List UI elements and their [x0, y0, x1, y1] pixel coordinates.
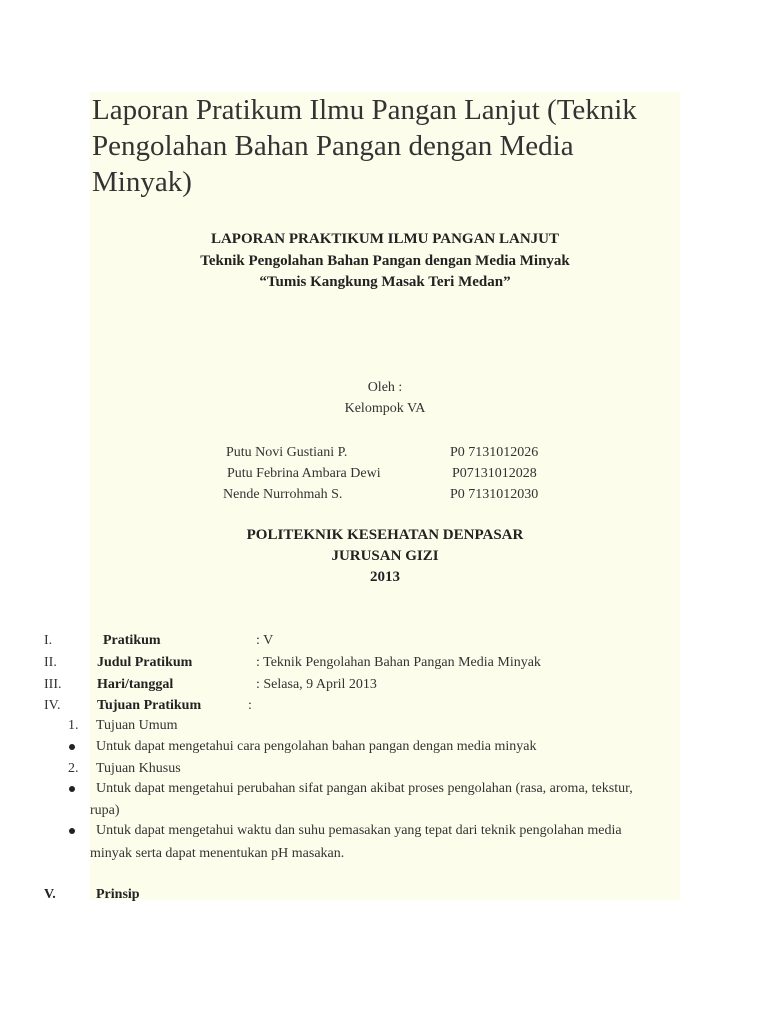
goal-number: 1. — [68, 718, 79, 733]
member-name: Putu Novi Gustiani P. — [226, 445, 348, 460]
cover-heading: LAPORAN PRAKTIKUM ILMU PANGAN LANJUT — [210, 231, 560, 247]
bullet-icon — [69, 786, 75, 792]
member-name: Putu Febrina Ambara Dewi — [227, 466, 381, 481]
item-value: : Teknik Pengolahan Bahan Pangan Media Minyak — [256, 655, 541, 670]
report-year: 2013 — [370, 569, 400, 585]
cover-group: Kelompok VA — [344, 401, 426, 416]
document-title: Laporan Pratikum Ilmu Pangan Lanjut (Teknik Pengolahan Bahan Pangan dengan Media Minyak) — [92, 94, 637, 198]
item-number: IV. — [44, 698, 61, 713]
goal-number: 2. — [68, 761, 79, 776]
goal-label: Tujuan Umum — [96, 718, 178, 733]
item-label: Judul Pratikum — [97, 655, 193, 670]
department-name: JURUSAN GIZI — [331, 548, 439, 564]
item-value: : Selasa, 9 April 2013 — [256, 677, 377, 692]
item-value: : — [248, 698, 252, 713]
goal-bullet-text: Untuk dapat mengetahui perubahan sifat pangan akibat proses pengolahan (rasa, aroma, tekstur, — [96, 781, 633, 796]
goal-bullet-text: Untuk dapat mengetahui waktu dan suhu pemasakan yang tepat dari teknik pengolahan media — [96, 823, 622, 838]
member-id: P07131012028 — [452, 466, 537, 481]
document-page — [90, 92, 680, 900]
item-number: II. — [44, 655, 57, 670]
member-id: P0 7131012030 — [450, 487, 539, 502]
item-label: Tujuan Pratikum — [97, 698, 202, 713]
section-number: V. — [44, 887, 56, 902]
item-number: III. — [44, 677, 62, 692]
item-value: : V — [256, 633, 274, 648]
goal-label: Tujuan Khusus — [96, 761, 181, 776]
item-label: Pratikum — [103, 633, 161, 648]
cover-subheading: Teknik Pengolahan Bahan Pangan dengan Media Minyak — [200, 253, 570, 269]
institution-name: POLITEKNIK KESEHATAN DENPASAR — [246, 527, 524, 543]
section-label: Prinsip — [96, 887, 140, 902]
bullet-icon — [69, 744, 75, 750]
goal-bullet-text-continued: minyak serta dapat menentukan pH masakan. — [90, 846, 345, 861]
cover-oleh: Oleh : — [367, 380, 403, 395]
goal-bullet-text-continued: rupa) — [90, 803, 120, 818]
item-label: Hari/tanggal — [97, 677, 174, 692]
cover-dish-title: “Tumis Kangkung Masak Teri Medan” — [259, 274, 511, 290]
goal-bullet-text: Untuk dapat mengetahui cara pengolahan bahan pangan dengan media minyak — [96, 739, 537, 754]
item-number: I. — [44, 633, 53, 648]
member-name: Nende Nurrohmah S. — [223, 487, 343, 502]
member-id: P0 7131012026 — [450, 445, 539, 460]
bullet-icon — [69, 828, 75, 834]
